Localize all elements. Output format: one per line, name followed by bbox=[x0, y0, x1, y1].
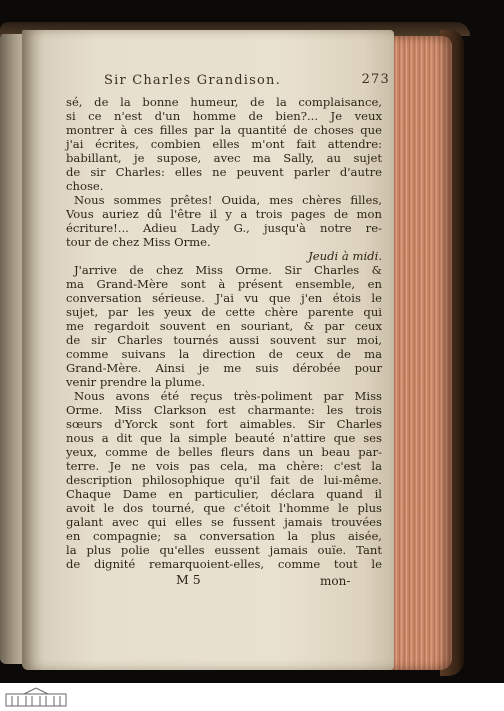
text-line: chose. bbox=[66, 179, 104, 193]
catchword: mon- bbox=[320, 574, 351, 588]
text-line: de dignité remarquoient-elles, comme tout le bbox=[66, 557, 382, 571]
text-line: yeux, comme de belles fleurs dans un beau par- bbox=[66, 445, 382, 459]
page-block-edge bbox=[388, 36, 452, 670]
text-line: sujet, par les yeux de cette chère parente qui bbox=[66, 305, 382, 319]
text-line: ma Grand-Mère sont à présent ensemble, en bbox=[66, 277, 382, 291]
text-line: me regardoit souvent en souriant, & par ceux bbox=[66, 319, 382, 333]
text-line: de sir Charles: elles ne peuvent parler d'autre bbox=[66, 165, 382, 179]
text-line: écriture!... Adieu Lady G., jusqu'à notre re- bbox=[66, 221, 382, 235]
text-line: description philosophique qu'il fait de lui-même. bbox=[66, 473, 382, 487]
text-line: babillant, je supose, avec ma Sally, au sujet bbox=[66, 151, 382, 165]
running-head-title: Sir Charles Grandison. bbox=[104, 73, 281, 88]
text-line: Nous sommes prêtes! Ouida, mes chères filles, bbox=[74, 193, 382, 207]
text-line: j'ai écrites, combien elles m'ont fait attendre: bbox=[66, 137, 382, 151]
text-line: Vous auriez dû l'être il y a trois pages de mon bbox=[66, 207, 382, 221]
text-line: Nous avons été reçus très-poliment par Miss bbox=[74, 389, 382, 403]
text-line: sé, de la bonne humeur, de la complaisance, bbox=[66, 95, 382, 109]
text-line: venir prendre la plume. bbox=[66, 375, 206, 389]
text-line: tour de chez Miss Orme. bbox=[66, 235, 211, 249]
text-line: terre. Je ne vois pas cela, ma chère: c'est la bbox=[66, 459, 382, 473]
running-head bbox=[104, 73, 390, 91]
signature-mark: M 5 bbox=[176, 572, 201, 587]
text-line: comme suivans la direction de ceux de ma bbox=[66, 347, 382, 361]
text-line: montrer à ces filles par la quantité de choses que bbox=[66, 123, 382, 137]
text-line: Grand-Mère. Ainsi je me suis dérobée pour bbox=[66, 361, 382, 375]
text-line: Chaque Dame en particulier, déclara quand il bbox=[66, 487, 382, 501]
text-line: sœurs d'Yorck sont fort aimables. Sir Charles bbox=[66, 417, 382, 431]
text-line: avoit le dos tourné, que c'étoit l'homme le plus bbox=[66, 501, 382, 515]
text-line: conversation sérieuse. J'ai vu que j'en étois le bbox=[66, 291, 382, 305]
text-line: galant avec qui elles se fussent jamais trouvées bbox=[66, 515, 382, 529]
text-line: J'arrive de chez Miss Orme. Sir Charles & bbox=[74, 263, 382, 277]
text-line: en compagnie; sa conversation la plus aisée, bbox=[66, 529, 382, 543]
footer-bar bbox=[0, 683, 504, 711]
text-line: de sir Charles tournés aussi souvent sur moi, bbox=[66, 333, 382, 347]
library-building-icon bbox=[4, 686, 68, 708]
text-line: nous a dit que la simple beauté n'attire que ses bbox=[66, 431, 382, 445]
text-line: si ce n'est d'un homme de bien?... Je veux bbox=[66, 109, 382, 123]
date-line: Jeudi à midi. bbox=[308, 249, 382, 263]
text-line: Orme. Miss Clarkson est charmante: les trois bbox=[66, 403, 382, 417]
text-line: la plus polie qu'elles eussent jamais ouïe. Tant bbox=[66, 543, 382, 557]
page-number: 273 bbox=[361, 72, 390, 87]
